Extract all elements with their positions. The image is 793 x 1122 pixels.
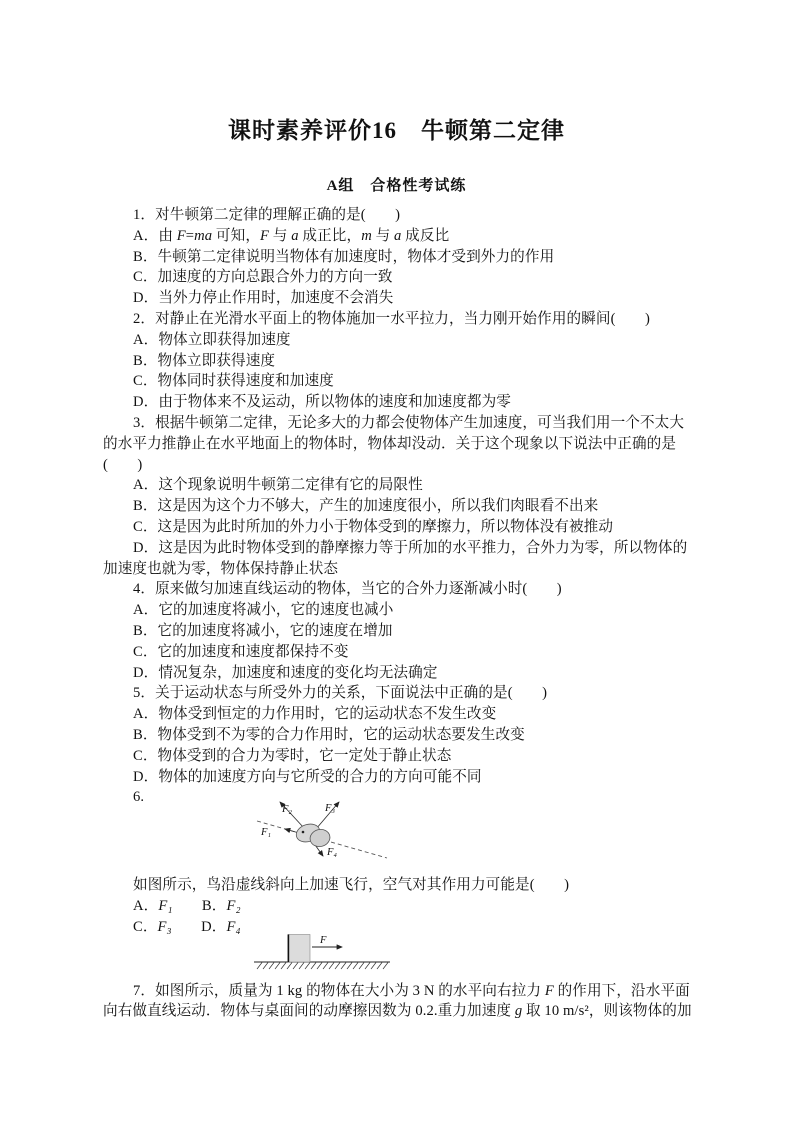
question-block-3 [0,981,793,1023]
text-line [103,392,693,413]
text-run: C．加速度的方向总跟合外力的方向一致 [133,269,393,286]
text-line [103,642,693,663]
text-line [103,475,693,496]
force-label-f1: F₁ [261,827,272,839]
text-line [103,683,693,704]
text-line [103,455,693,476]
text-run: A．这个现象说明牛顿第二定律有它的局限性 [133,477,423,494]
text-run: 的作用下，沿水平面 [553,982,690,999]
text-run: D．由于物体来不及运动，所以物体的速度和加速度都为零 [133,394,511,411]
force-label-f3: F₃ [325,803,336,815]
text-run: 向右做直线运动．物体与桌面间的动摩擦因数为 0.2.重力加速度 [103,1003,515,1020]
text-line [103,434,693,455]
text-run: 取 10 m/s²，则该物体的加 [522,1003,692,1020]
formula-symbol: a [291,227,299,244]
text-line [103,621,693,642]
text-line [103,917,693,938]
text-run: 成反比 [401,227,450,244]
text-run: 1．对牛顿第二定律的理解正确的是( ) [133,207,401,223]
text-run: A．它的加速度将减小，它的速度也减小 [133,602,394,619]
ground-hatching [257,962,388,969]
formula-symbol: F [176,227,186,244]
figure-bird-forces [0,803,793,875]
formula-symbol: F₁ [158,897,173,914]
text-run: B． [172,897,227,914]
formula-symbol: a [394,227,402,244]
text-run: A．物体受到恒定的力作用时，它的运动状态不发生改变 [133,706,497,723]
text-line [103,725,693,746]
formula-symbol: F₄ [226,918,241,935]
text-run: D．情况复杂，加速度和速度的变化均无法确定 [133,664,438,681]
text-line [103,1001,693,1022]
text-line [103,600,693,621]
text-run: C． [133,918,158,935]
text-run: 3．根据牛顿第二定律，无论多大的力都会使物体产生加速度，可当我们用一个不太大 [133,414,685,431]
text-run: 加速度也就为零，物体保持静止状态 [103,560,339,577]
text-line [103,517,693,538]
text-line [103,746,693,767]
text-line [103,496,693,517]
text-run: 可知， [212,227,261,244]
text-run: = [185,227,195,244]
text-line [103,767,693,788]
text-run: 2．对静止在光滑水平面上的物体施加一水平拉力，当力刚开始作用的瞬间( ) [133,310,650,327]
text-line [103,704,693,725]
text-run: 如图所示，鸟沿虚线斜向上加速飞行，空气对其作用力可能是( ) [133,877,570,894]
text-run: 的水平力推静止在水平地面上的物体时，物体却没动．关于这个现象以下说法中正确的是 [103,435,677,452]
text-line [103,309,693,330]
formula-symbol: ma [194,227,213,244]
text-run: 与 [371,227,395,244]
text-run: 5．关于运动状态与所受外力的关系，下面说法中正确的是( ) [133,685,548,702]
text-run: B．物体立即获得速度 [133,352,276,369]
text-run: 4．原来做匀加速直线运动的物体，当它的合外力逐渐减小时( ) [133,581,562,598]
text-run: C．它的加速度和速度都保持不变 [133,643,349,660]
text-run: B．物体受到不为零的合力作用时，它的运动状态要发生改变 [133,726,525,743]
text-run: B．它的加速度将减小，它的速度在增加 [133,622,393,639]
text-run: 7．如图所示，质量为 1 kg 的物体在大小为 3 N 的水平向右拉力 [133,982,545,999]
text-line [103,288,693,309]
block [288,934,310,962]
page-title: 课时素养评价16 牛顿第二定律 [228,118,565,143]
formula-symbol: F [260,227,270,244]
text-run: C．这是因为此时所加的外力小于物体受到的摩擦力，所以物体没有被推动 [133,518,614,535]
question-block-1 [0,205,793,808]
text-run: B．这是因为这个力不够大，产生的加速度很小，所以我们肉眼看不出来 [133,498,599,515]
force-label: F [320,934,327,946]
text-line [103,663,693,684]
formula-symbol: F₃ [157,918,172,935]
text-run: ( ) [103,456,143,473]
text-line [103,247,693,268]
text-run: A．物体立即获得加速度 [133,331,291,348]
text-run: 成正比， [298,227,362,244]
question-block-2 [0,875,793,937]
text-run: A．由 [133,227,177,244]
text-line [103,371,693,392]
text-run: 6. [133,789,145,806]
text-run: B．牛顿第二定律说明当物体有加速度时，物体才受到外力的作用 [133,248,555,265]
section-header: A组 合格性考试练 [326,178,467,194]
text-line [103,267,693,288]
text-line [103,559,693,580]
text-line [103,579,693,600]
text-line [103,787,693,808]
bird-forces-diagram [251,795,391,865]
text-run: C．物体受到的合力为零时，它一定处于静止状态 [133,747,452,764]
figure-block-on-table [0,934,793,981]
text-line [103,205,693,226]
text-line [103,330,693,351]
text-run: C．物体同时获得速度和加速度 [133,373,334,390]
text-line [103,413,693,434]
text-run: 与 [269,227,292,244]
formula-symbol: g [514,1003,523,1020]
text-run: D．当外力停止作用时，加速度不会消失 [133,290,394,307]
text-run: D． [171,918,227,935]
bird-illustration [294,821,332,848]
text-run: A． [133,897,159,914]
bird-eye [302,831,305,834]
formula-symbol: m [361,227,372,244]
block-on-table-diagram [252,931,392,977]
text-run: D．这是因为此时物体受到的静摩擦力等于所加的水平推力，合外力为零，所以物体的 [133,539,688,556]
text-line [103,351,693,372]
text-run: D．物体的加速度方向与它所受的合力的方向可能不同 [133,768,482,785]
text-line [103,981,693,1002]
formula-symbol: F [544,982,554,999]
text-line [103,875,693,896]
formula-symbol: F₂ [226,897,241,914]
force-label-f4: F₄ [327,847,338,859]
force-label-f2: F₂ [282,804,293,816]
text-line [103,896,693,917]
text-line [103,226,693,247]
text-line [103,538,693,559]
